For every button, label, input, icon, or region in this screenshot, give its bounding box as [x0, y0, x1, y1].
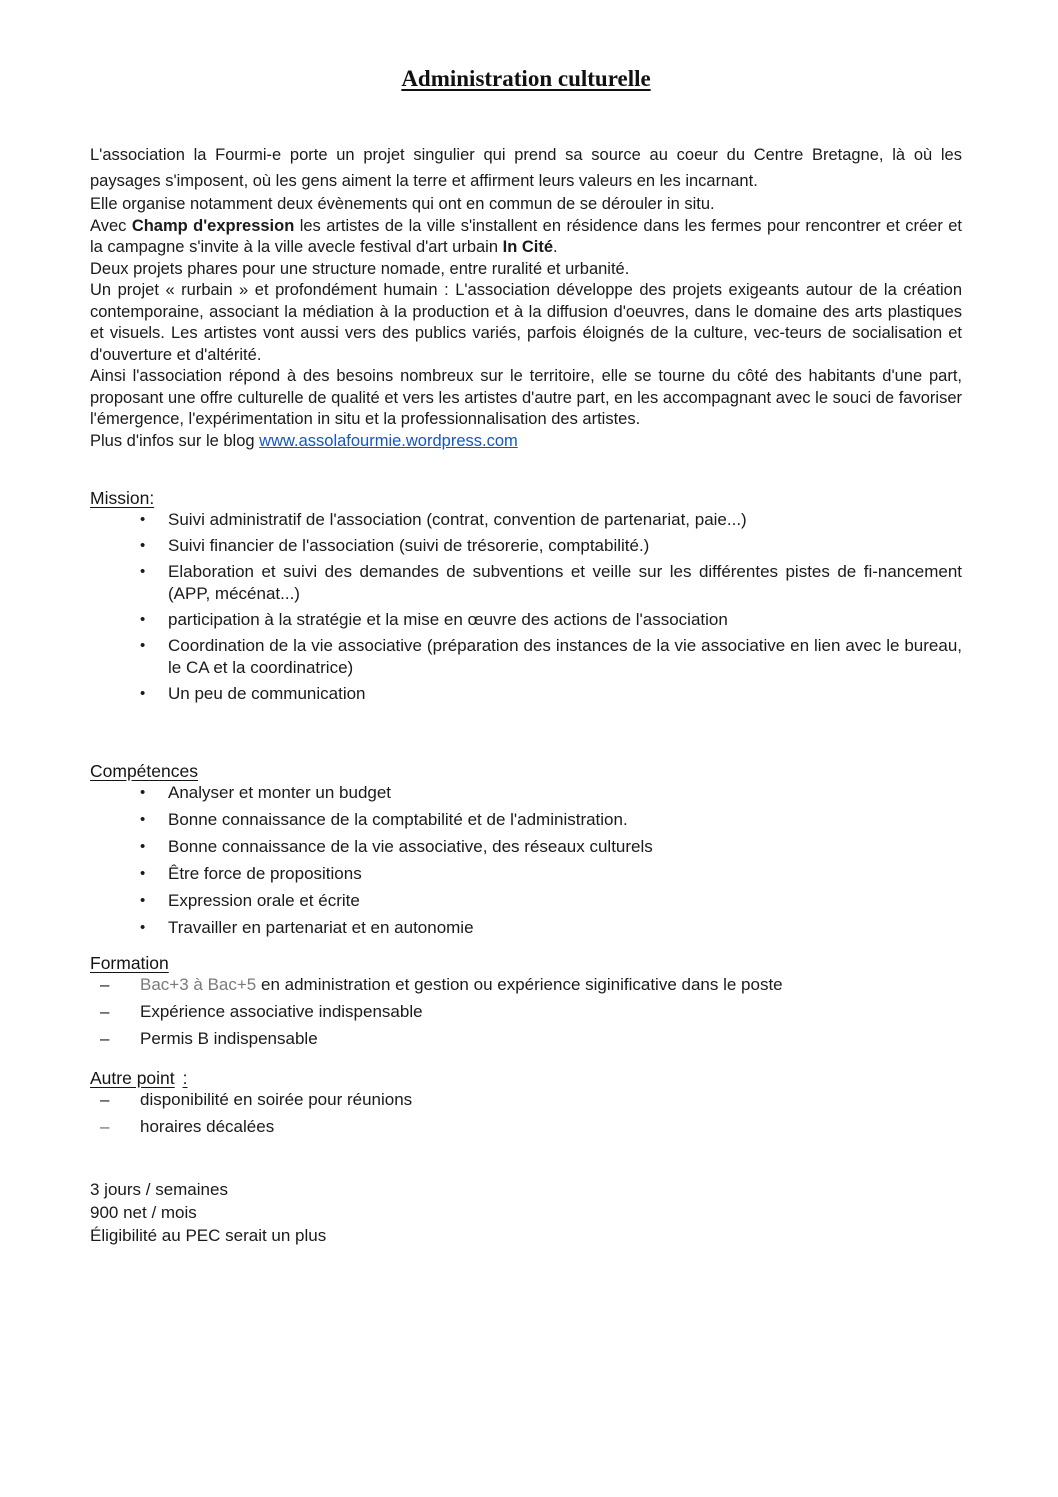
- competence-item: [90, 863, 962, 885]
- section-heading-competences: Compétences: [90, 761, 198, 781]
- mission-item-text: participation à la stratégie et la mise en œuvre des actions de l'association: [168, 610, 728, 629]
- bullet-icon: •: [140, 838, 146, 855]
- bullet-icon: •: [140, 637, 146, 654]
- competence-item: [90, 836, 962, 858]
- competence-item-text: Bonne connaissance de la comptabilité et de l'administration.: [168, 810, 628, 829]
- bullet-icon: •: [140, 811, 146, 828]
- mission-item: [90, 683, 962, 705]
- mission-list: [90, 509, 962, 705]
- dash-icon: –: [100, 975, 110, 994]
- competence-item: [90, 917, 962, 939]
- intro-p3-pre: Avec: [90, 216, 132, 235]
- conditions-section: [90, 1178, 962, 1247]
- dash-icon: –: [100, 1090, 110, 1109]
- mission-item: [90, 535, 962, 557]
- condition-line-days: 3 jours / semaines: [90, 1180, 228, 1199]
- bullet-icon: •: [140, 892, 146, 909]
- formation-item-text: Expérience associative indispensable: [140, 1002, 423, 1021]
- dash-icon: –: [100, 1029, 110, 1048]
- autre-point-item: [90, 1089, 962, 1111]
- intro-paragraph-3: [90, 216, 962, 259]
- competences-list: [90, 782, 962, 939]
- mission-item: [90, 561, 962, 605]
- competence-item-text: Être force de propositions: [168, 864, 362, 883]
- mission-item: [90, 609, 962, 631]
- competence-item: [90, 809, 962, 831]
- mission-item: [90, 509, 962, 531]
- section-heading-formation: Formation: [90, 953, 169, 973]
- competence-item-text: Expression orale et écrite: [168, 891, 360, 910]
- intro-section: [90, 142, 962, 452]
- mission-item-text: Suivi financier de l'association (suivi de trésorerie, comptabilité.): [168, 536, 650, 555]
- competence-item-text: Analyser et monter un budget: [168, 783, 392, 802]
- blog-link[interactable]: www.assolafourmie.wordpress.com: [259, 431, 518, 450]
- intro-p3-post: .: [553, 238, 558, 256]
- mission-item: [90, 635, 962, 679]
- competence-item-text: Bonne connaissance de la vie associative, des réseaux culturels: [168, 837, 653, 856]
- intro-p3-bold-in-cite: In Cité: [502, 238, 554, 256]
- condition-line-pec: Éligibilité au PEC serait un plus: [90, 1226, 327, 1245]
- formation-item: [90, 1001, 962, 1023]
- formation-list: [90, 974, 962, 1050]
- competence-item: [90, 890, 962, 912]
- intro-paragraph-4: Deux projets phares pour une structure nomade, entre ruralité et urbanité.: [90, 259, 630, 278]
- bullet-icon: •: [140, 511, 146, 528]
- mission-item-text: Un peu de communication: [168, 684, 366, 703]
- autre-point-item-text: horaires décalées: [140, 1117, 275, 1136]
- autre-point-label: Autre point: [90, 1068, 175, 1088]
- autre-point-colon: :: [182, 1068, 188, 1088]
- bullet-icon: •: [140, 563, 146, 580]
- intro-paragraph-2: Elle organise notamment deux évènements qui ont en commun de se dérouler in situ.: [90, 195, 715, 213]
- section-heading-mission: Mission:: [90, 488, 155, 508]
- formation-degree-range: Bac+3 à Bac+5: [140, 975, 257, 994]
- bullet-icon: •: [140, 919, 146, 936]
- intro-paragraph-6: Ainsi l'association répond à des besoins nombreux sur le territoire, elle se tourne du côté des habitants d'une part, proposant une offre culturelle de qualité et vers les artistes d'autre part, en les accompagnant avec le souci de favoriser l'émergence, l'expérimentation in situ et la professionnalisation des artistes.: [90, 367, 962, 428]
- mission-item-text: Coordination de la vie associative (préparation des instances de la vie associative en lien avec le bureau, le CA et la coordinatrice): [168, 636, 962, 677]
- intro-p3-mid: les artistes de la ville s'installent en résidence dans les fermes pour rencontrer et créer et la campagne s'invite à la ville avecle festival d'art urbain: [90, 216, 963, 256]
- condition-line-salary: 900 net / mois: [90, 1203, 197, 1222]
- intro-p3-bold-champ-dexpression: Champ d'expression: [131, 216, 295, 235]
- blog-line: [90, 431, 962, 453]
- competence-item: [90, 782, 962, 804]
- mission-item-text: Suivi administratif de l'association (contrat, convention de partenariat, paie...): [168, 510, 747, 529]
- section-heading-autre-point: [90, 1068, 962, 1089]
- autre-point-item-text: disponibilité en soirée pour réunions: [140, 1090, 413, 1109]
- bullet-icon: •: [140, 611, 146, 628]
- autre-point-item: [90, 1116, 962, 1138]
- blog-prefix: Plus d'infos sur le blog: [90, 431, 260, 450]
- autre-point-list: [90, 1089, 962, 1138]
- intro-paragraph-1: L'association la Fourmi-e porte un projet singulier qui prend sa source au coeur du Centre Bretagne, là où les paysages s'imposent, où les gens aiment la terre et affirment leurs valeurs en les incarnant.: [90, 146, 962, 190]
- page-title: Administration culturelle: [401, 66, 651, 91]
- formation-degree-rest: en administration et gestion ou expérience siginificative dans le poste: [256, 975, 783, 994]
- bullet-icon: •: [140, 685, 146, 702]
- dash-icon: –: [100, 1117, 110, 1136]
- bullet-icon: •: [140, 537, 146, 554]
- formation-item: [90, 974, 962, 996]
- bullet-icon: •: [140, 784, 146, 801]
- competence-item-text: Travailler en partenariat et en autonomie: [168, 918, 474, 937]
- mission-item-text: Elaboration et suivi des demandes de subventions et veille sur les différentes pistes de fi-nancement (APP, mécénat...): [168, 562, 962, 603]
- formation-item: [90, 1028, 962, 1050]
- dash-icon: –: [100, 1002, 110, 1021]
- formation-item-text: Permis B indispensable: [140, 1029, 318, 1048]
- bullet-icon: •: [140, 865, 146, 882]
- intro-paragraph-5: Un projet « rurbain » et profondément humain : L'association développe des projets exigeants autour de la création contemporaine, associant la médiation à la production et à la diffusion d'oeuvres, dans le domaine des arts plastiques et visuels. Les artistes vont aussi vers des publics variés, parfois éloignés de la culture, vec-teurs de socialisation et d'ouverture et d'altérité.: [90, 281, 962, 364]
- formation-item-text: [140, 974, 962, 996]
